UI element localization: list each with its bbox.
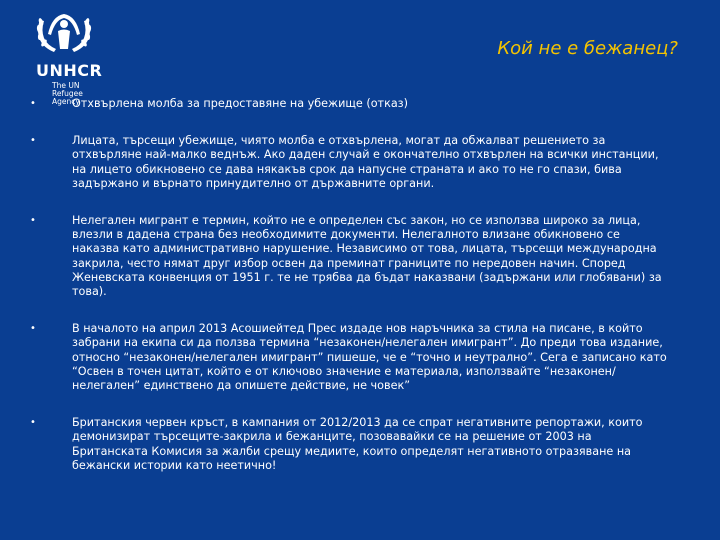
bullet-text: Лицата, търсещи убежище, чиято молба е отхвърлена, могат да обжалват решението за отхвърляне най-малко веднъж. Ако даден случай е окончателно отхвърлен на всички инстанции, на лицето обикновено се дава някакъв срок да напусне страната и ако то не го спази, бива задържано и върнато принудително от държавните органи. (72, 134, 659, 190)
bullet-list (30, 97, 670, 473)
logo-subtitle-line2: Refugee Agency (52, 89, 83, 106)
bullet-dot: • (30, 323, 36, 335)
bullet-dot: • (30, 215, 36, 227)
unhcr-logo (30, 10, 110, 106)
logo-name: UNHCR (36, 61, 103, 80)
bullet-dot: • (30, 417, 36, 429)
bullet-text: Нелегален мигрант е термин, който не е определен със закон, но се използва широко за лица, влезли в дадена страна без необходимите документи. Нелегалното влизане обикновено се наказва като административно нарушение. Независимо от това, лицата, търсещи международна закрила, често нямат друг избор освен да преминат границите по нередовен начин. Според Женевската конвенция от 1951 г. те не трябва да бъдат наказвани (задържани или глобявани) за това). (72, 214, 662, 299)
bullet-item (30, 134, 670, 191)
logo-subtitle-line1: The UN (52, 81, 80, 90)
bullet-dot: • (30, 98, 36, 109)
bullet-text: В началото на април 2013 Асошиейтед Прес издаде нов наръчника за стила на писане, в който забрани на екипа си да ползва термина “незаконен/нелегален имигрант”. До преди това издание, относно “незаконен/нелегален имигрант” пишеше, че е “точно и неутрално”. Сега е записано като “Освен в точен цитат, който е от ключово значение е материала, използвайте “незаконен/нелегален” единствено да опишете действие, не човек” (72, 322, 667, 393)
bullet-text: Британския червен кръст, в кампания от 2012/2013 да се спрат негативните репортажи, които демонизират търсещите-закрила и бежанците, позовавайки се на решение от 2003 на Британската Комисия за жалби срещу медиите, които определят негативното отразяване на бежански истории като неетично! (72, 416, 643, 472)
bullet-text: Отхвърлена молба за предоставяне на убежище (отказ) (72, 97, 408, 110)
slide-title: Кой не е бежанец? (497, 38, 678, 59)
bullet-item (30, 322, 670, 393)
bullet-item (30, 214, 670, 299)
unhcr-emblem-icon (34, 10, 94, 62)
bullet-item (30, 416, 670, 473)
bullet-item (30, 97, 670, 111)
bullet-dot: • (30, 135, 36, 147)
